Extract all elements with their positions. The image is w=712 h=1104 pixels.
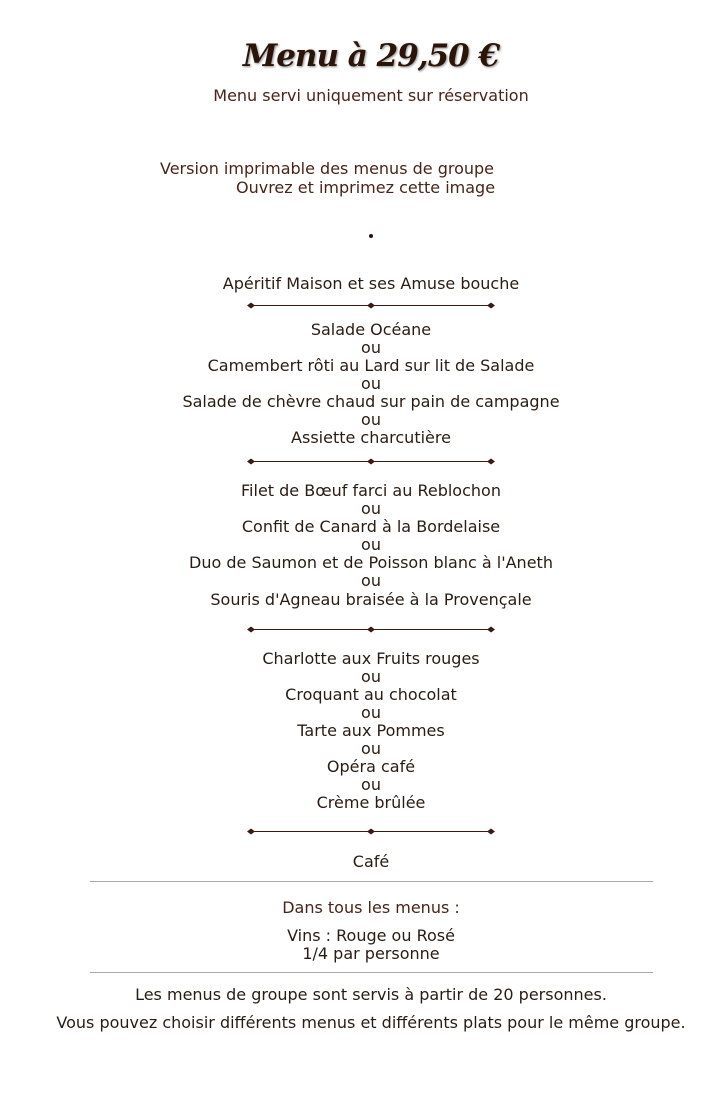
group-choice-note: Vous pouvez choisir différents menus et différents plats pour le même groupe. (56, 1013, 686, 1032)
entree-item: Salade Océane (310, 320, 432, 339)
dessert-item: Tarte aux Pommes (297, 721, 445, 740)
horizontal-rule (90, 881, 653, 882)
main-course-item: Souris d'Agneau braisée à la Provençale (210, 590, 532, 609)
wine-quantity: 1/4 par personne (302, 944, 440, 963)
or-separator: ou (361, 739, 381, 758)
entree-item: Camembert rôti au Lard sur lit de Salade (207, 356, 535, 375)
horizontal-rule (90, 972, 653, 973)
course-separator (247, 458, 495, 465)
or-separator: ou (361, 374, 381, 393)
or-separator: ou (361, 667, 381, 686)
or-separator: ou (361, 535, 381, 554)
included-heading: Dans tous les menus : (282, 898, 460, 917)
group-size-note: Les menus de groupe sont servis à partir de 20 personnes. (135, 985, 607, 1004)
dessert-item: Croquant au chocolat (285, 685, 457, 704)
reservation-notice: Menu servi uniquement sur réservation (213, 86, 529, 105)
dessert-item: Opéra café (326, 757, 416, 776)
menu-title: Menu à 29,50 € (242, 38, 500, 74)
entree-item: Assiette charcutière (291, 428, 451, 447)
printable-menu-line2[interactable]: Ouvrez et imprimez cette image (236, 178, 496, 197)
or-separator: ou (361, 571, 381, 590)
printable-menu-line1[interactable]: Version imprimable des menus de groupe (160, 159, 495, 178)
wine-included: Vins : Rouge ou Rosé (287, 926, 455, 945)
course-separator (247, 626, 495, 633)
or-separator: ou (361, 338, 381, 357)
course-separator (247, 302, 495, 309)
main-course-item: Duo de Saumon et de Poisson blanc à l'Aneth (189, 553, 553, 572)
dessert-item: Charlotte aux Fruits rouges (262, 649, 480, 668)
course-separator (247, 828, 495, 835)
aperitif-item: Apéritif Maison et ses Amuse bouche (222, 274, 520, 293)
or-separator: ou (361, 410, 381, 429)
bullet-dot (369, 234, 373, 238)
or-separator: ou (361, 775, 381, 794)
dessert-item: Crème brûlée (316, 793, 426, 812)
or-separator: ou (361, 499, 381, 518)
main-course-item: Confit de Canard à la Bordelaise (241, 517, 501, 536)
coffee-item: Café (352, 852, 390, 871)
main-course-item: Filet de Bœuf farci au Reblochon (241, 481, 501, 500)
or-separator: ou (361, 703, 381, 722)
entree-item: Salade de chèvre chaud sur pain de campagne (182, 392, 560, 411)
